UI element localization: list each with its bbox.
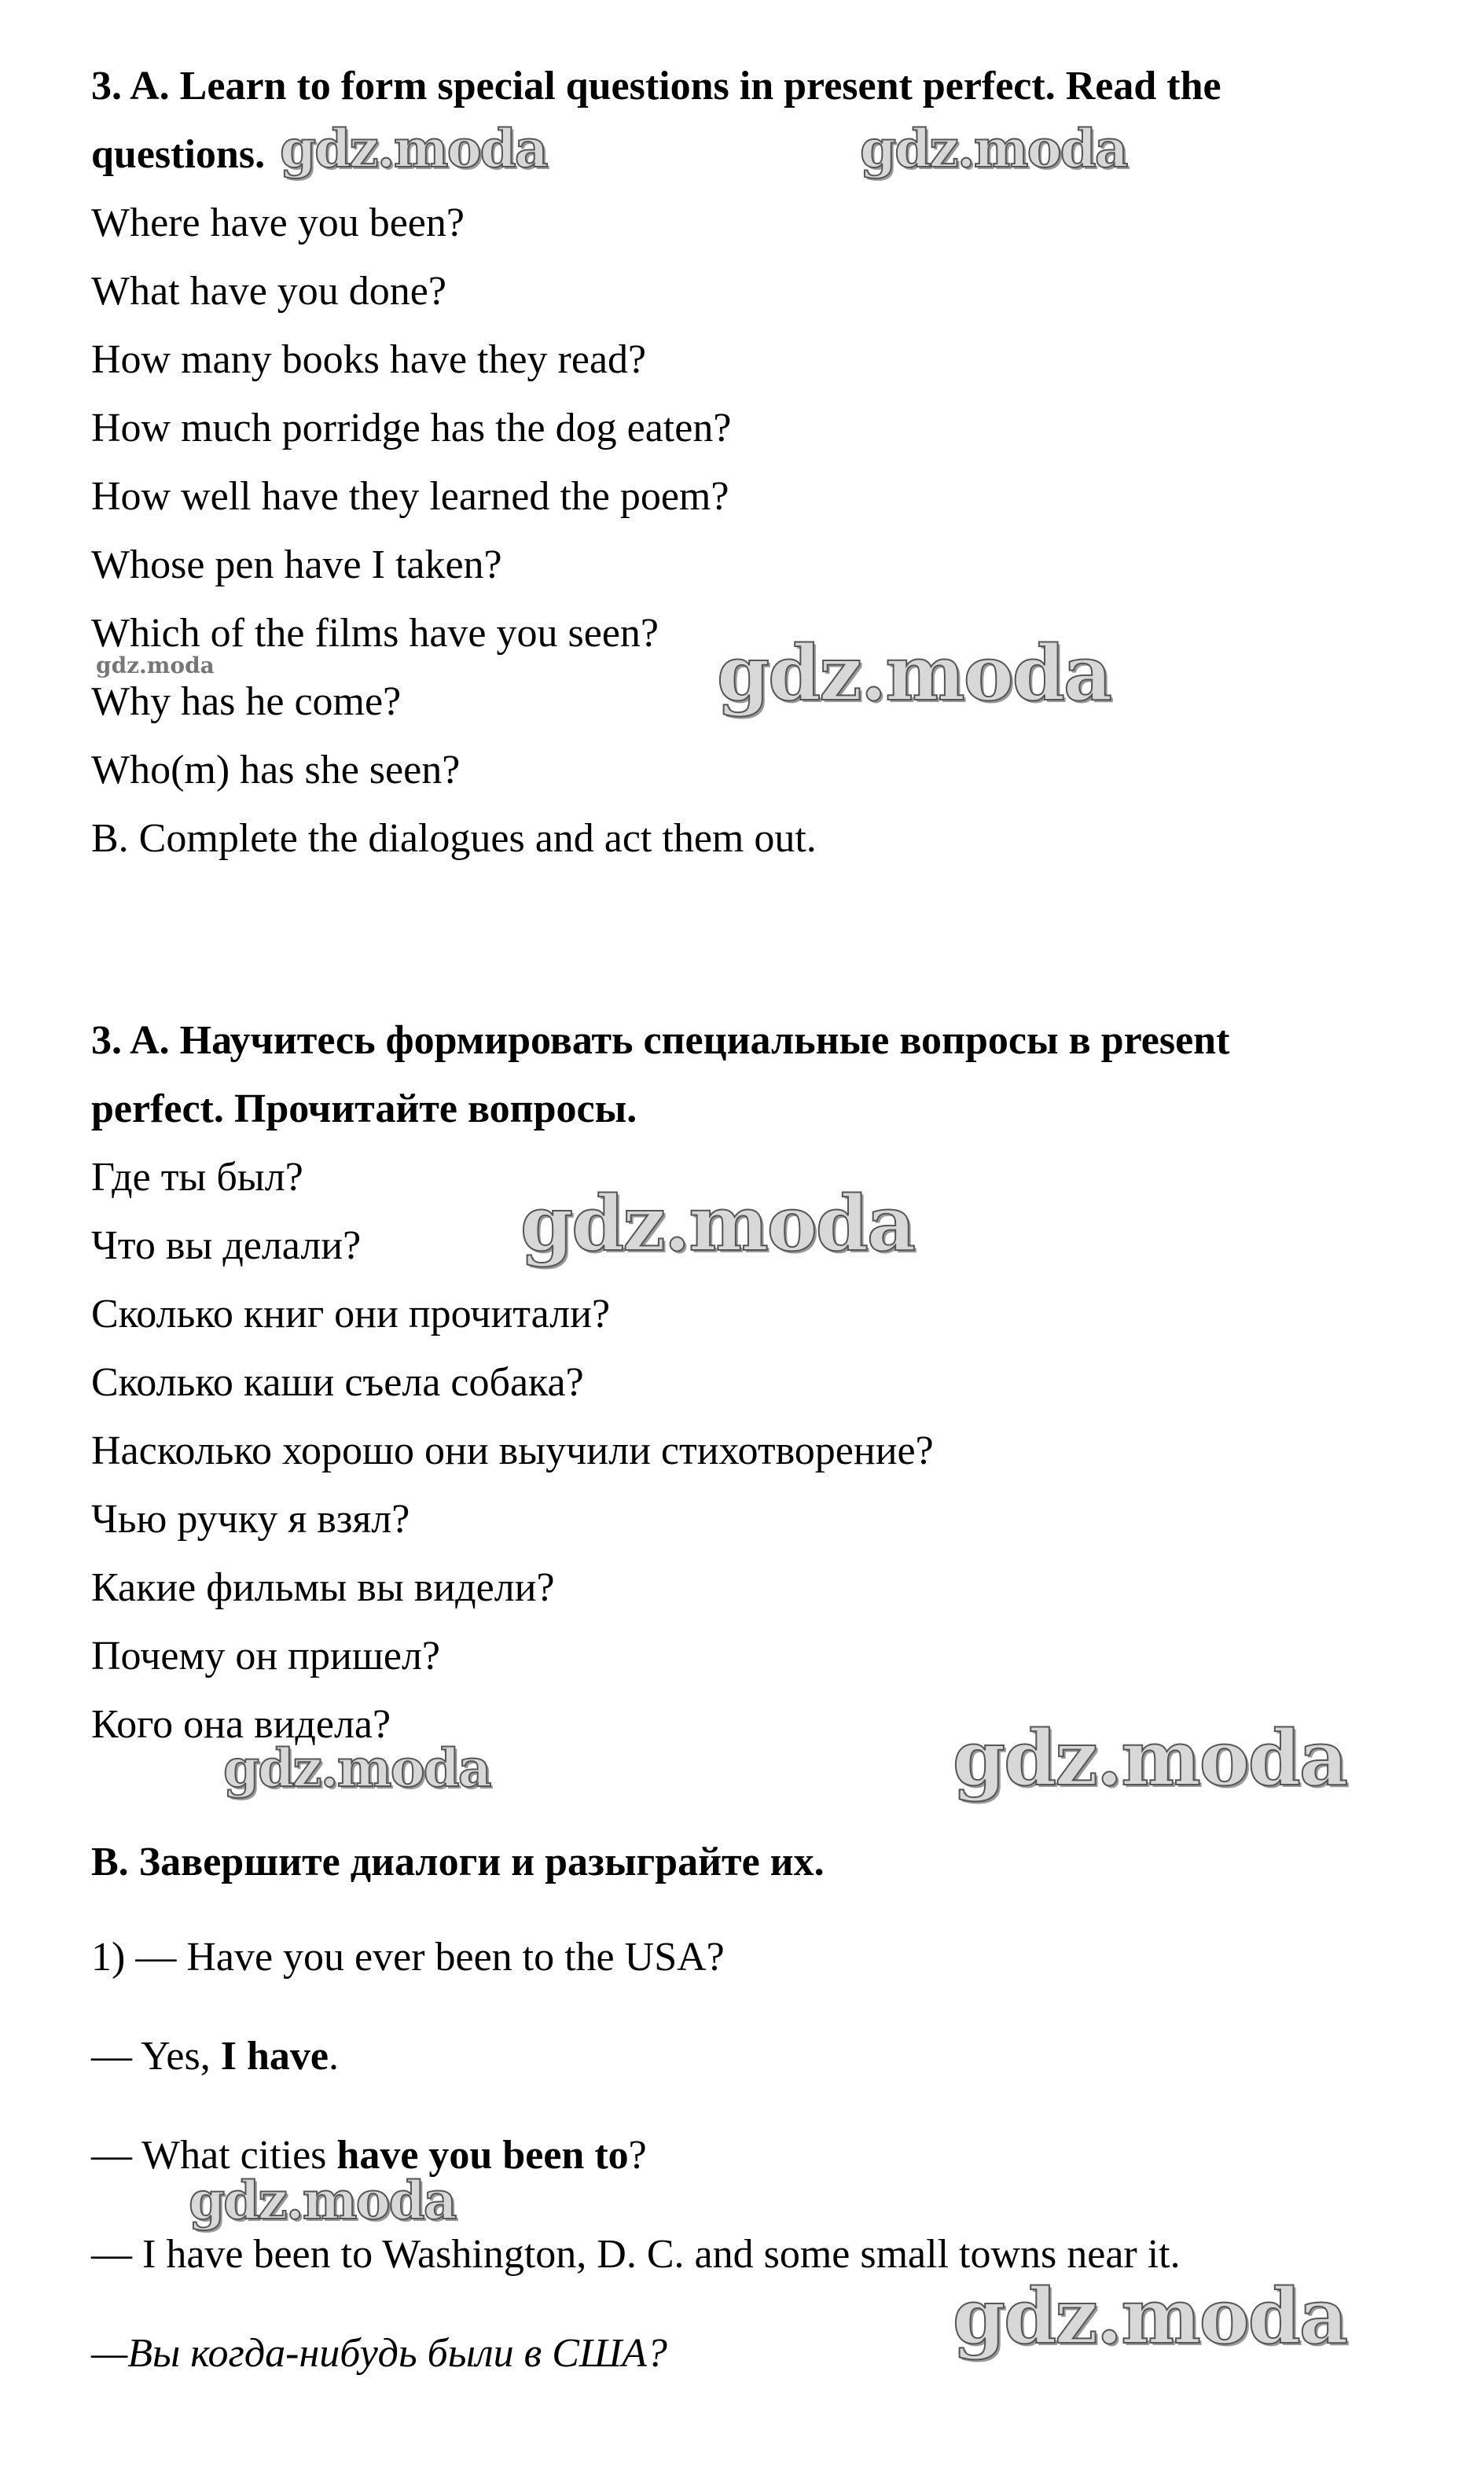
dialogue-line-3-answer: have you been to — [336, 2133, 629, 2178]
question-ru-3: Сколько книг они прочитали? — [91, 1292, 611, 1336]
part-b-en: B. Complete the dialogues and act them out. — [91, 816, 817, 861]
watermark-4: gdz.moda — [717, 629, 1111, 718]
dialogue-line-3-start: — What cities — [91, 2133, 337, 2178]
question-ru-2: Что вы делали? — [91, 1223, 362, 1268]
watermark-5: gdz.moda — [520, 1179, 915, 1268]
exercise-title-ru-line2: perfect. Прочитайте вопросы. — [91, 1086, 637, 1131]
question-en-5: How well have they learned the poem? — [91, 474, 729, 519]
question-en-9: Who(m) has she seen? — [91, 748, 461, 792]
watermark-6: gdz.moda — [223, 1737, 490, 1799]
dialogue-line-2-answer: I have — [220, 2034, 329, 2079]
watermark-1: gdz.moda — [280, 118, 547, 179]
dialogue-line-1: 1) — Have you ever been to the USA? — [91, 1935, 725, 1980]
question-en-6: Whose pen have I taken? — [91, 542, 502, 587]
question-ru-4: Сколько каши съела собака? — [91, 1360, 584, 1405]
question-ru-6: Чью ручку я взял? — [91, 1497, 410, 1542]
question-ru-9: Кого она видела? — [91, 1702, 391, 1747]
dialogue-line-2 — [91, 2031, 339, 2082]
watermark-2: gdz.moda — [860, 118, 1127, 179]
question-en-8: Why has he come? — [91, 679, 402, 724]
dialogue-line-3-end: ? — [628, 2133, 647, 2178]
question-ru-5: Насколько хорошо они выучили стихотворение? — [91, 1428, 934, 1473]
watermark-7: gdz.moda — [953, 1714, 1347, 1803]
part-b-ru: B. Завершите диалоги и разыграйте их. — [91, 1840, 825, 1884]
dialogue-line-4: — I have been to Washington, D. C. and some small towns near it. — [91, 2232, 1181, 2277]
question-ru-1: Где ты был? — [91, 1155, 303, 1200]
question-ru-8: Почему он пришел? — [91, 1634, 440, 1678]
exercise-title-en-line2: questions. — [91, 132, 266, 177]
question-en-3: How many books have they read? — [91, 337, 647, 382]
question-en-1: Where have you been? — [91, 200, 465, 245]
watermark-9: gdz.moda — [953, 2272, 1347, 2361]
question-en-2: What have you done? — [91, 269, 446, 314]
question-en-7: Which of the films have you seen? — [91, 611, 659, 656]
watermark-3: gdz.moda — [96, 653, 215, 678]
dialogue-line-2-end: . — [328, 2034, 339, 2079]
question-ru-7: Какие фильмы вы видели? — [91, 1565, 555, 1610]
question-en-4: How much porridge has the dog eaten? — [91, 406, 732, 450]
exercise-title-ru-line1: 3. A. Научитесь формировать специальные вопросы в present — [91, 1018, 1230, 1063]
watermark-8: gdz.moda — [189, 2170, 456, 2231]
dialogue-line-2-start: — Yes, — [91, 2034, 221, 2079]
dialogue-translation-1: —Вы когда-нибудь были в США? — [91, 2331, 667, 2376]
exercise-title-en-line1: 3. A. Learn to form special questions in present perfect. Read the — [91, 64, 1221, 108]
dialogue-line-3 — [91, 2131, 647, 2181]
